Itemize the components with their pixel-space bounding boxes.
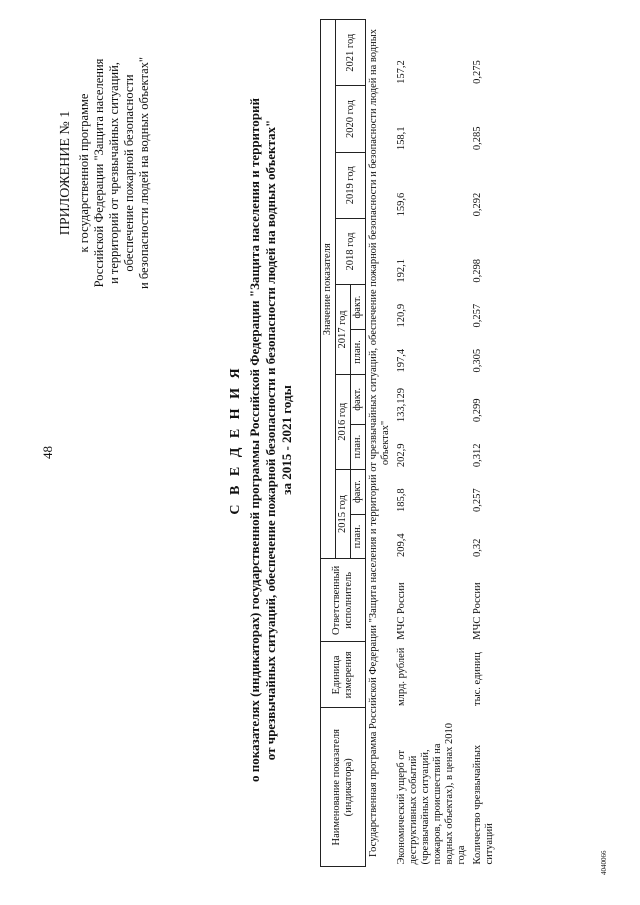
appendix-line: и безопасности людей на водных объектах" bbox=[137, 57, 151, 289]
value-2017-fact: 120,9 bbox=[396, 303, 407, 328]
value-2017-plan: 197,4 bbox=[396, 348, 407, 373]
program-section-title: Государственная программа Российской Федерации "Защита населения и территорий от чрезвычайных ситуаций, обеспечение пожарной безопасности и безопасности людей на водных объектах" bbox=[368, 28, 391, 858]
page-number: 48 bbox=[40, 446, 55, 459]
header-unit: Единица измерения bbox=[321, 642, 366, 708]
header-year-2021: 2021 год bbox=[336, 20, 366, 86]
value-2016-fact: 133,129 bbox=[396, 388, 407, 423]
header-plan: план. bbox=[351, 514, 366, 559]
value-2016-plan: 202,9 bbox=[396, 443, 407, 468]
indicator-unit: тыс. единиц bbox=[472, 652, 483, 706]
value-2017-fact: 0,257 bbox=[472, 303, 483, 328]
value-2016-fact: 0,299 bbox=[472, 398, 483, 423]
indicator-executor: МЧС России bbox=[472, 582, 483, 640]
value-2015-plan: 209,4 bbox=[396, 533, 407, 557]
value-2017-plan: 0,305 bbox=[472, 348, 483, 373]
value-2018: 192,1 bbox=[396, 258, 407, 283]
header-year-2019: 2019 год bbox=[336, 152, 366, 218]
value-2021: 0,275 bbox=[472, 60, 483, 84]
value-2020: 158,1 bbox=[396, 126, 407, 151]
appendix-title: ПРИЛОЖЕНИЕ № 1 bbox=[58, 110, 73, 236]
appendix-line: и территорий от чрезвычайных ситуаций, bbox=[107, 62, 121, 284]
appendix-line: обеспечение пожарной безопасности bbox=[122, 74, 136, 272]
value-2019: 159,6 bbox=[396, 192, 407, 217]
value-2018: 0,298 bbox=[472, 258, 483, 283]
header-fact: факт. bbox=[351, 285, 366, 330]
indicator-name: Количество чрезвычайных ситуаций bbox=[472, 744, 495, 865]
indicators-table bbox=[320, 19, 498, 867]
indicator-name: Экономический ущерб от деструктивных событий (чрезвычайных ситуаций, пожаров, происшествий на водных объектах), в ценах 2010 года bbox=[396, 723, 467, 865]
appendix-line: Российской Федерации "Защита населения bbox=[92, 58, 106, 288]
header-year-2020: 2020 год bbox=[336, 86, 366, 152]
corner-code: 4040066 bbox=[600, 850, 608, 875]
appendix-line: к государственной программе bbox=[77, 93, 91, 253]
header-fact: факт. bbox=[351, 374, 366, 424]
header-year-2018: 2018 год bbox=[336, 218, 366, 284]
table-row bbox=[394, 20, 470, 867]
value-2016-plan: 0,312 bbox=[472, 443, 483, 468]
value-2019: 0,292 bbox=[472, 192, 483, 217]
indicator-executor: МЧС России bbox=[396, 582, 407, 640]
value-2015-fact: 185,8 bbox=[396, 488, 407, 513]
value-2015-plan: 0,32 bbox=[472, 538, 483, 557]
header-executor: Ответственный исполнитель bbox=[321, 559, 366, 642]
header-year-2016: 2016 год bbox=[336, 374, 351, 469]
header-indicator-name: Наименование показателя (индикатора) bbox=[321, 708, 366, 867]
header-values: Значение показателя bbox=[321, 20, 336, 559]
appendix-block bbox=[58, 23, 152, 323]
header-year-2015: 2015 год bbox=[336, 469, 351, 559]
header-year-2017: 2017 год bbox=[336, 285, 351, 375]
indicator-unit: млрд. рублей bbox=[396, 647, 407, 706]
header-fact: факт. bbox=[351, 469, 366, 514]
heading-line: о показателях (индикаторах) государственной программы Российской Федерации "Защита населения и территорий bbox=[247, 98, 262, 782]
heading-line: от чрезвычайных ситуаций, обеспечение пожарной безопасности и безопасности людей на водных объектах" bbox=[263, 119, 278, 761]
heading-line: за 2015 - 2021 годы bbox=[279, 385, 294, 495]
table-row bbox=[470, 20, 498, 867]
header-plan: план. bbox=[351, 424, 366, 469]
heading-title: С В Е Д Е Н И Я bbox=[228, 365, 243, 515]
header-plan: план. bbox=[351, 330, 366, 375]
document-heading bbox=[228, 15, 295, 865]
value-2021: 157,2 bbox=[396, 60, 407, 84]
value-2020: 0,285 bbox=[472, 126, 483, 151]
value-2015-fact: 0,257 bbox=[472, 488, 483, 513]
